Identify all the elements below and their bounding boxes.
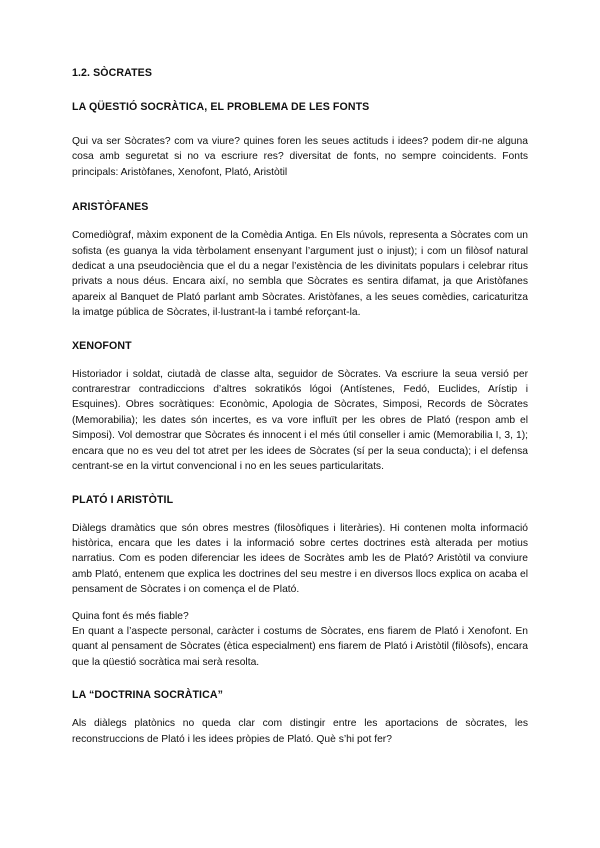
section-heading-aristofanes: ARISTÒFANES bbox=[72, 201, 149, 214]
section-heading-doctrina-socratica: LA “DOCTRINA SOCRÀTICA” bbox=[72, 689, 223, 702]
section-heading-xenofont: XENOFONT bbox=[72, 339, 132, 352]
section-body-aristofanes: Comediògraf, màxim exponent de la Comèdia Antiga. En Els núvols, representa a Sòcrates com un sofista (es guanya la vida tèrbolament ensenyant l’argument just o injust); i com un filòsof natural dedicat a una pseudociència que el du a negar l’existència de les divinitats populars i celebrar ritus privats a nous déus. Encara així, no sembla que Sòcrates es sentira difamat, ja que Aristòfanes apareix al Banquet de Plató parlant amb Sòcrates. Aristòfanes, a les seues comèdies, caricaturitza la imatge pública de Sòcrates, il·lustrant-la i també reforçant-la. bbox=[72, 230, 528, 319]
section-heading-plato-aristotil: PLATÓ I ARISTÒTIL bbox=[72, 493, 174, 506]
intro-paragraph: Qui va ser Sòcrates? com va viure? quines foren les seues actituds i idees? podem dir-ne alguna cosa amb seguretat si no va escriure res? diversitat de fonts, no sempre coincidents. Fonts principals: Aristòfanes, Xenofont, Plató, Aristòtil bbox=[72, 136, 528, 178]
reliability-answer: En quant a l’aspecte personal, caràcter i costums de Sòcrates, ens fiarem de Plató i Xenofont. En quant al pensament de Sòcrates (ètica especialment) ens fiarem de Plató i Aristòtil (filòsofs), encara que la qüestió socràtica mai serà resolta. bbox=[72, 625, 528, 668]
reliability-question: Quina font és més fiable? bbox=[72, 610, 189, 622]
main-heading: LA QÜESTIÓ SOCRÀTICA, EL PROBLEMA DE LES FONTS bbox=[72, 101, 370, 113]
section-body-doctrina-socratica: Als diàlegs platònics no queda clar com distingir entre les aportacions de sòcrates, les reconstruccions de Plató i les idees pròpies de Plató. Què s’hi pot fer? bbox=[72, 718, 528, 745]
section-title: 1.2. SÒCRATES bbox=[72, 67, 152, 79]
document-content bbox=[72, 66, 528, 765]
section-body-xenofont: Historiador i soldat, ciutadà de classe alta, seguidor de Sòcrates. Va escriure la seua versió per contrarestrar contradiccions d’altres sokratikós lógoi (Antístenes, Fedó, Euclides, Arístip i Esquines). Obres socràtiques: Econòmic, Apologia de Sòcrates, Simposi, Records de Sòcrates (Memorabilia); les dates són incertes, es va vore influït per les obres de Plató (respon amb el Simposi). Vol demostrar que Sòcrates és innocent i el més útil conseller i amic (Memorabilia I, 3, 1); encara que no es veu del tot atret per les idees de Sòcrates (sí per la seua conducta); i el defensa centrant-se en la virtut convencional i no en les seues particularitats. bbox=[72, 368, 528, 473]
section-body-plato-aristotil: Diàlegs dramàtics que són obres mestres (filosòfiques i literàries). Hi contenen molta informació històrica, encara que les dates i la informació sobre certes doctrines està alterada per motius narratius. Com es poden diferenciar les idees de Socràtes amb les de Plató? Aristòtil va conviure amb Plató, entenem que explica les doctrines del seu mestre i en diversos llocs explica on acaba el pensament de Sòcrates i on comença el de Plató. bbox=[72, 522, 528, 596]
